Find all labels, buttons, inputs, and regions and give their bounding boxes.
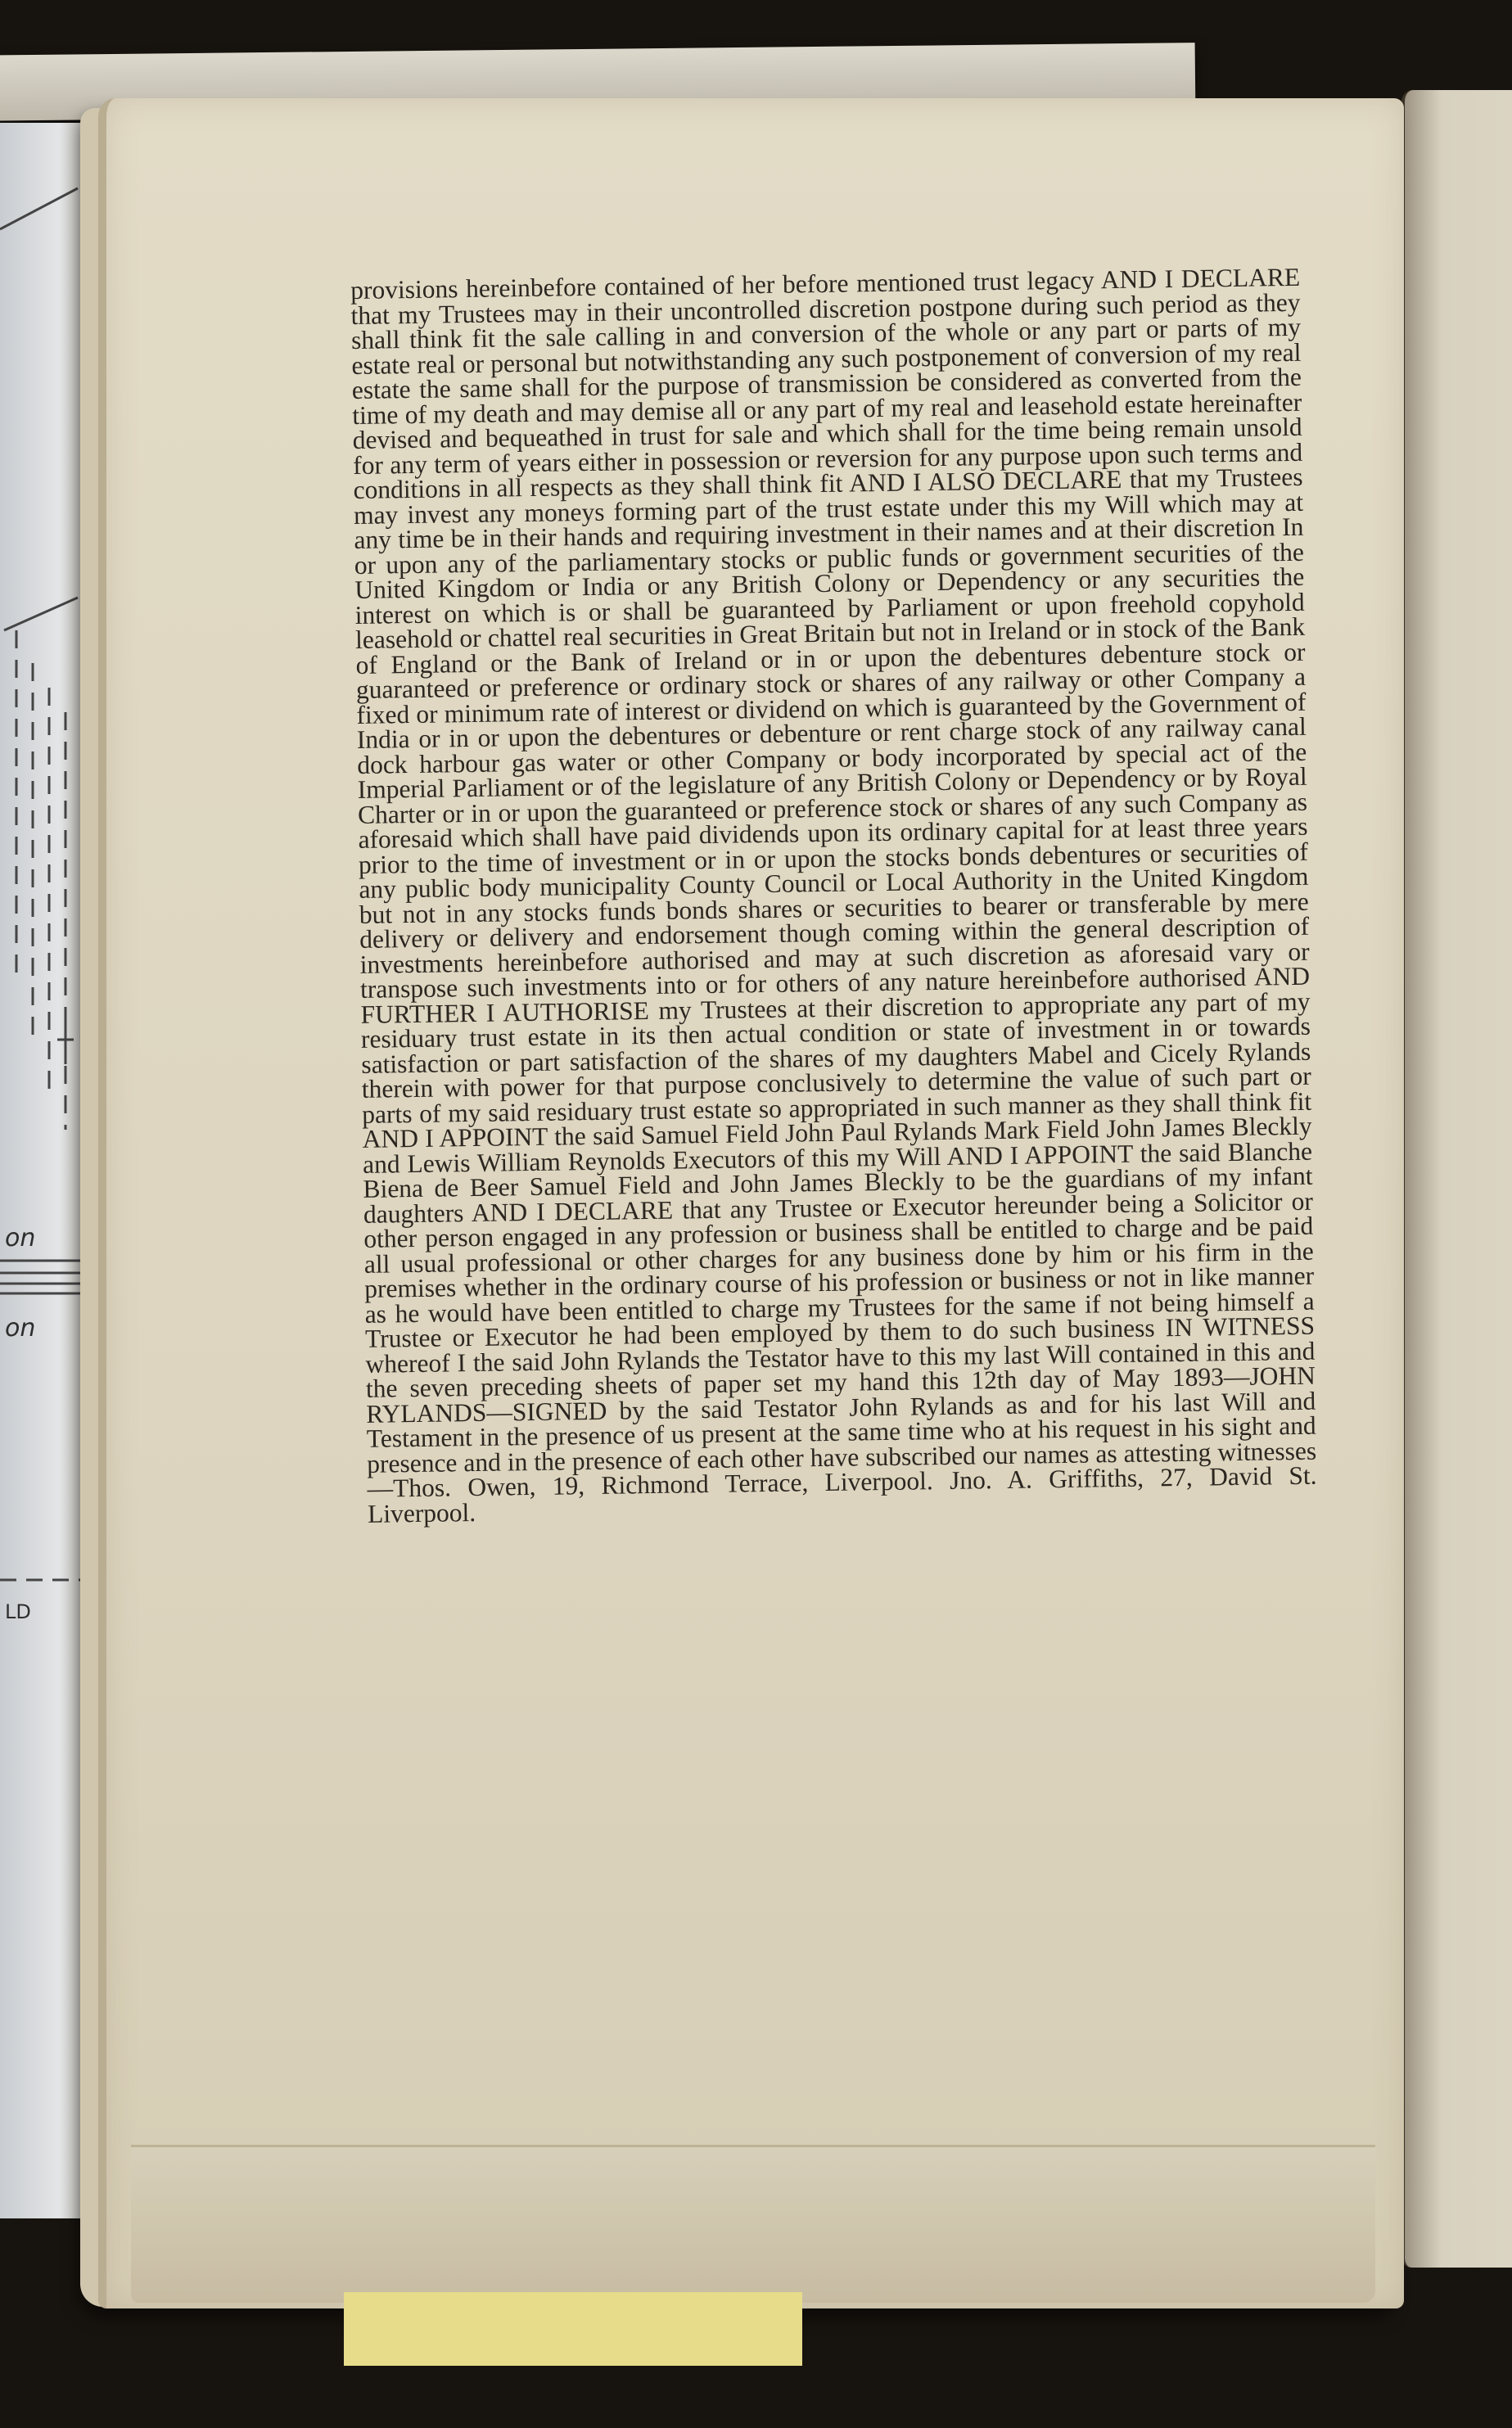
- adjacent-page-edge: [1401, 90, 1512, 2268]
- map-label: on: [5, 1314, 36, 1343]
- map-label: LD: [5, 1600, 31, 1623]
- yellow-paper-tab: [344, 2292, 802, 2366]
- will-text-paragraph: provisions hereinbefore contained of her before mentioned trust legacy AND I DECLARE that my Trustees may in their uncontrolled discretion postpone during such period as they shall think fit the sale calling in and conversion of the whole or any part or parts of my estate real or personal but notwithstanding any such postponement of conversion of my real estate the same shall for the purpose of transmission be considered as converted from the time of my death and may demise all or any part of my real and leasehold estate hereinafter devised and bequeathed in trust for sale and which shall for the time being remain unsold for any term of years either in possession or reversion for any purpose upon such terms and conditions in all respects as they shall think fit AND I ALSO DECLARE that my Trustees may invest any moneys forming part of the trust estate under this my Will which may at any time be in their hands and requiring investment in their names and at their discretion In or upon any of the parliamentary stocks or public funds or government securities of the United Kingdom or India or any British Colony or Dependency or any securities the interest on which is or shall be guaranteed by Parliament or upon freehold copyhold leasehold or chattel real securities in Great Britain but not in Ireland or in stock of the Bank of England or the Bank of Ireland or in or upon the debentures debenture stock or guaranteed or preference or ordinary stock or shares of any railway or other Company a fixed or minimum rate of interest or dividend on which is guaranteed by the Government of India or in or upon the debentures or debenture or rent charge stock of any railway canal dock harbour gas water or other Company or body incorporated by special act of the Imperial Parliament or of the legislature of any British Colony or Dependency or by Royal Charter or in or upon the guaranteed or preference stock or shares of any such Company as aforesaid which shall have paid dividends upon its ordinary capital for at least three years prior to the time of investment or in or upon the stocks bonds debentures or securities of any public body municipality County Council or Local Authority in the United Kingdom but not in any stocks funds bonds shares or securities to bearer or transferable by mere delivery or delivery and endorsement though coming within the general description of investments hereinbefore authorised and may at such discretion as aforesaid vary or transpose such investments into or for others of any nature hereinbefore authorised AND FURTHER I AUTHORISE my Trustees at their discretion to appropriate any part of my residuary trust estate in its then actual condition or state of investment in or towards satisfaction or part satisfaction of the shares of my daughters Mabel and Cicely Rylands therein with power for that purpose conclusively to determine the value of such part or parts of my said residuary trust estate so appropriated in such manner as they shall think fit AND I APPOINT the said Samuel Field John Paul Rylands Mark Field John James Bleckly and Lewis William Reynolds Executors of this my Will AND I APPOINT the said Blanche Biena de Beer Samuel Field and John James Bleckly to be the guardians of my infant daughters AND I DECLARE that any Trustee or Executor hereunder being a Solicitor or other person engaged in any profession or business shall be entitled to charge and be paid all usual professional or other charges for any business done by him or his firm in the premises whether in the ordinary course of his profession or business or not in like manner as he would have been entitled to charge my Trustees for the same if not being himself a Trustee or Executor he had been employed by them to do such business IN WITNESS whereof I the said John Rylands the Testator have to this my last Will contained in this and the seven preceding sheets of paper set my hand this 12th day of May 1893—JOHN RYLANDS—SIGNED by the said Testator John Rylands as and for his last Will and Testament in the presence of us present at the same time who at his request in his sight and presence and in the presence of each other have subscribed our names as attesting witnesses—Thos. Owen, 19, Richmond Terrace, Liverpool. Jno. A. Griffiths, 27, David St. Liverpool.: [350, 262, 1317, 1528]
- map-label: on: [5, 1224, 36, 1252]
- page-bottom-fold: [131, 2145, 1375, 2303]
